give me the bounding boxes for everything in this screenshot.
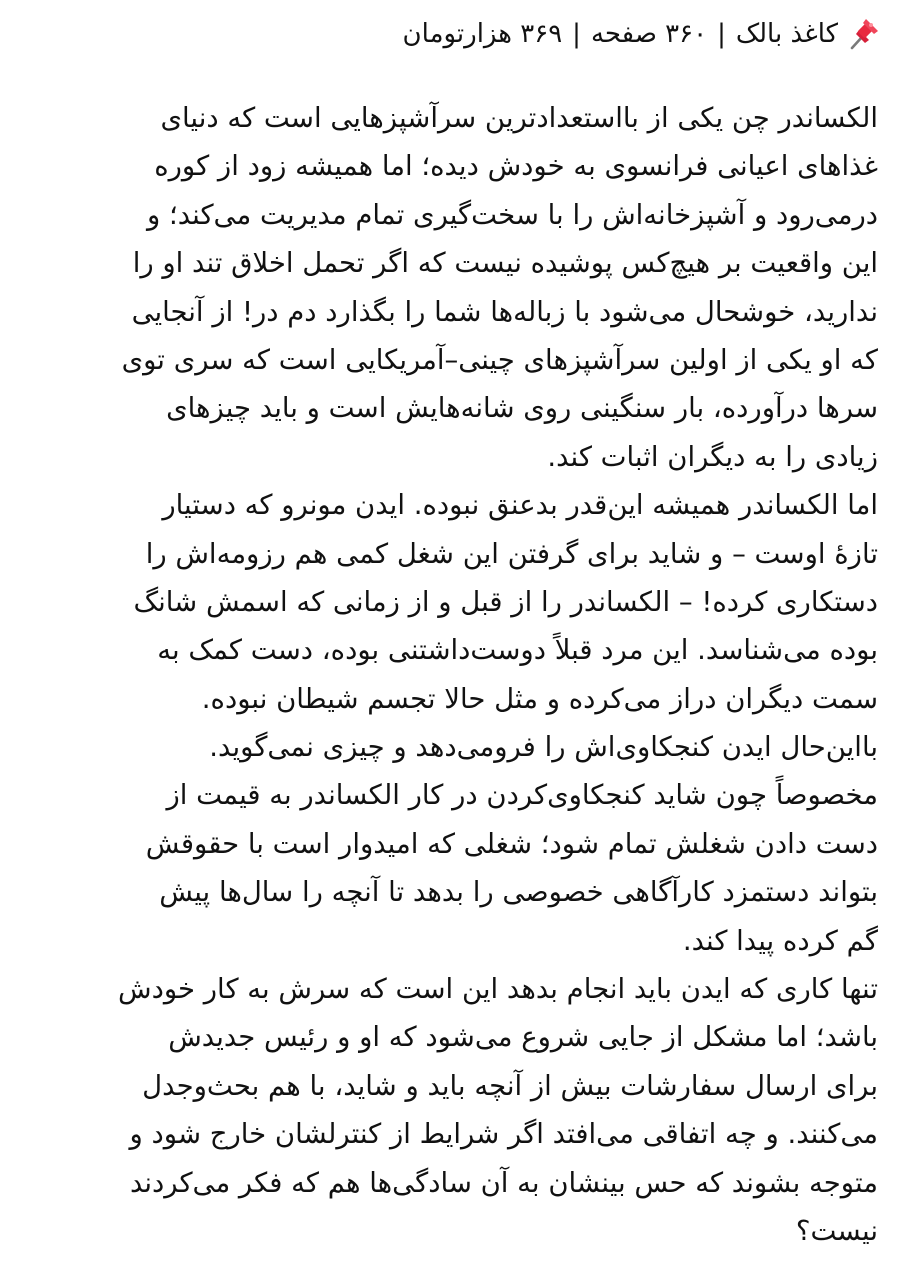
page-count: ۳۶۰ صفحه <box>590 19 708 49</box>
pushpin-icon <box>848 17 880 51</box>
price: ۳۶۹ هزارتومان <box>402 19 563 49</box>
text-line: تازهٔ اوست – و شاید برای گرفتن این شغل کمی هم رزومه‌اش را <box>145 537 878 570</box>
text-line: دستکاری کرده! – الکساندر را از قبل و از زمانی که اسمش شانگ <box>133 585 878 618</box>
text-line: بوده می‌شناسد. این مرد قبلاً دوست‌داشتنی بوده، دست کمک به <box>157 634 878 667</box>
separator: | <box>717 19 726 49</box>
text-line: باشد؛ اما مشکل از جایی شروع می‌شود که او و رئیس جدیدش <box>168 1021 878 1054</box>
text-line: تنها کاری که ایدن باید انجام بدهد این است که سرش به کار خودش <box>118 973 878 1006</box>
text-line: بتواند دستمزد کارآگاهی خصوصی را بدهد تا آنچه را سال‌ها پیش <box>159 876 878 909</box>
text-line: الکساندر چن یکی از بااستعدادترین سرآشپزهایی است که دنیای <box>160 102 878 134</box>
text-line: درمی‌رود و آشپزخانه‌اش را با سخت‌گیری تمام مدیریت می‌کند؛ و <box>146 198 878 231</box>
text-line: بااین‌حال ایدن کنجکاوی‌اش را فرومی‌دهد و چیزی نمی‌گوید. <box>209 731 878 764</box>
text-line: زیادی را به دیگران اثبات کند. <box>547 440 878 473</box>
text-line: غذاهای اعیانی فرانسوی به خودش دیده؛ اما همیشه زود از کوره <box>154 150 878 183</box>
text-line: گم کرده پیدا کند. <box>682 924 878 957</box>
separator: | <box>572 19 581 49</box>
text-line: متوجه بشوند که حس بینشان به آن سادگی‌ها هم که فکر می‌کردند <box>129 1166 878 1199</box>
text-line: سمت دیگران دراز می‌کرده و مثل حالا تجسم شیطان نبوده. <box>201 682 878 715</box>
text-line: که او یکی از اولین سرآشپزهای چینی–آمریکایی است که سری توی <box>121 343 878 376</box>
text-line: نیست؟ <box>795 1214 878 1247</box>
text-line: دست دادن شغلش تمام شود؛ شغلی که امیدوار است با حقوقش <box>145 827 878 860</box>
text-line: ندارید، خوشحال می‌شود با زباله‌ها شما را بگذارد دم در! از آنجایی <box>131 295 878 328</box>
text-line: این واقعیت بر هیچ‌کس پوشیده نیست که اگر تحمل اخلاق تند او را <box>132 247 878 280</box>
book-description <box>10 94 878 1255</box>
text-line: مخصوصاً چون شاید کنجکاوی‌کردن در کار الکساندر به قیمت از <box>166 779 878 812</box>
book-info-header <box>20 10 880 58</box>
text-line: می‌کنند. و چه اتفاقی می‌افتد اگر شرایط از کنترلشان خارج شود و <box>129 1118 878 1151</box>
text-line: سرها درآورده، بار سنگینی روی شانه‌هایش است و باید چیزهای <box>166 392 878 425</box>
text-line: اما الکساندر همیشه این‌قدر بدعنق نبوده. ایدن مونرو که دستیار <box>162 489 878 522</box>
text-line: برای ارسال سفارشات بیش از آنچه باید و شاید، با هم بحث‌وجدل <box>142 1069 878 1102</box>
paper-type: کاغذ بالک <box>735 19 838 49</box>
